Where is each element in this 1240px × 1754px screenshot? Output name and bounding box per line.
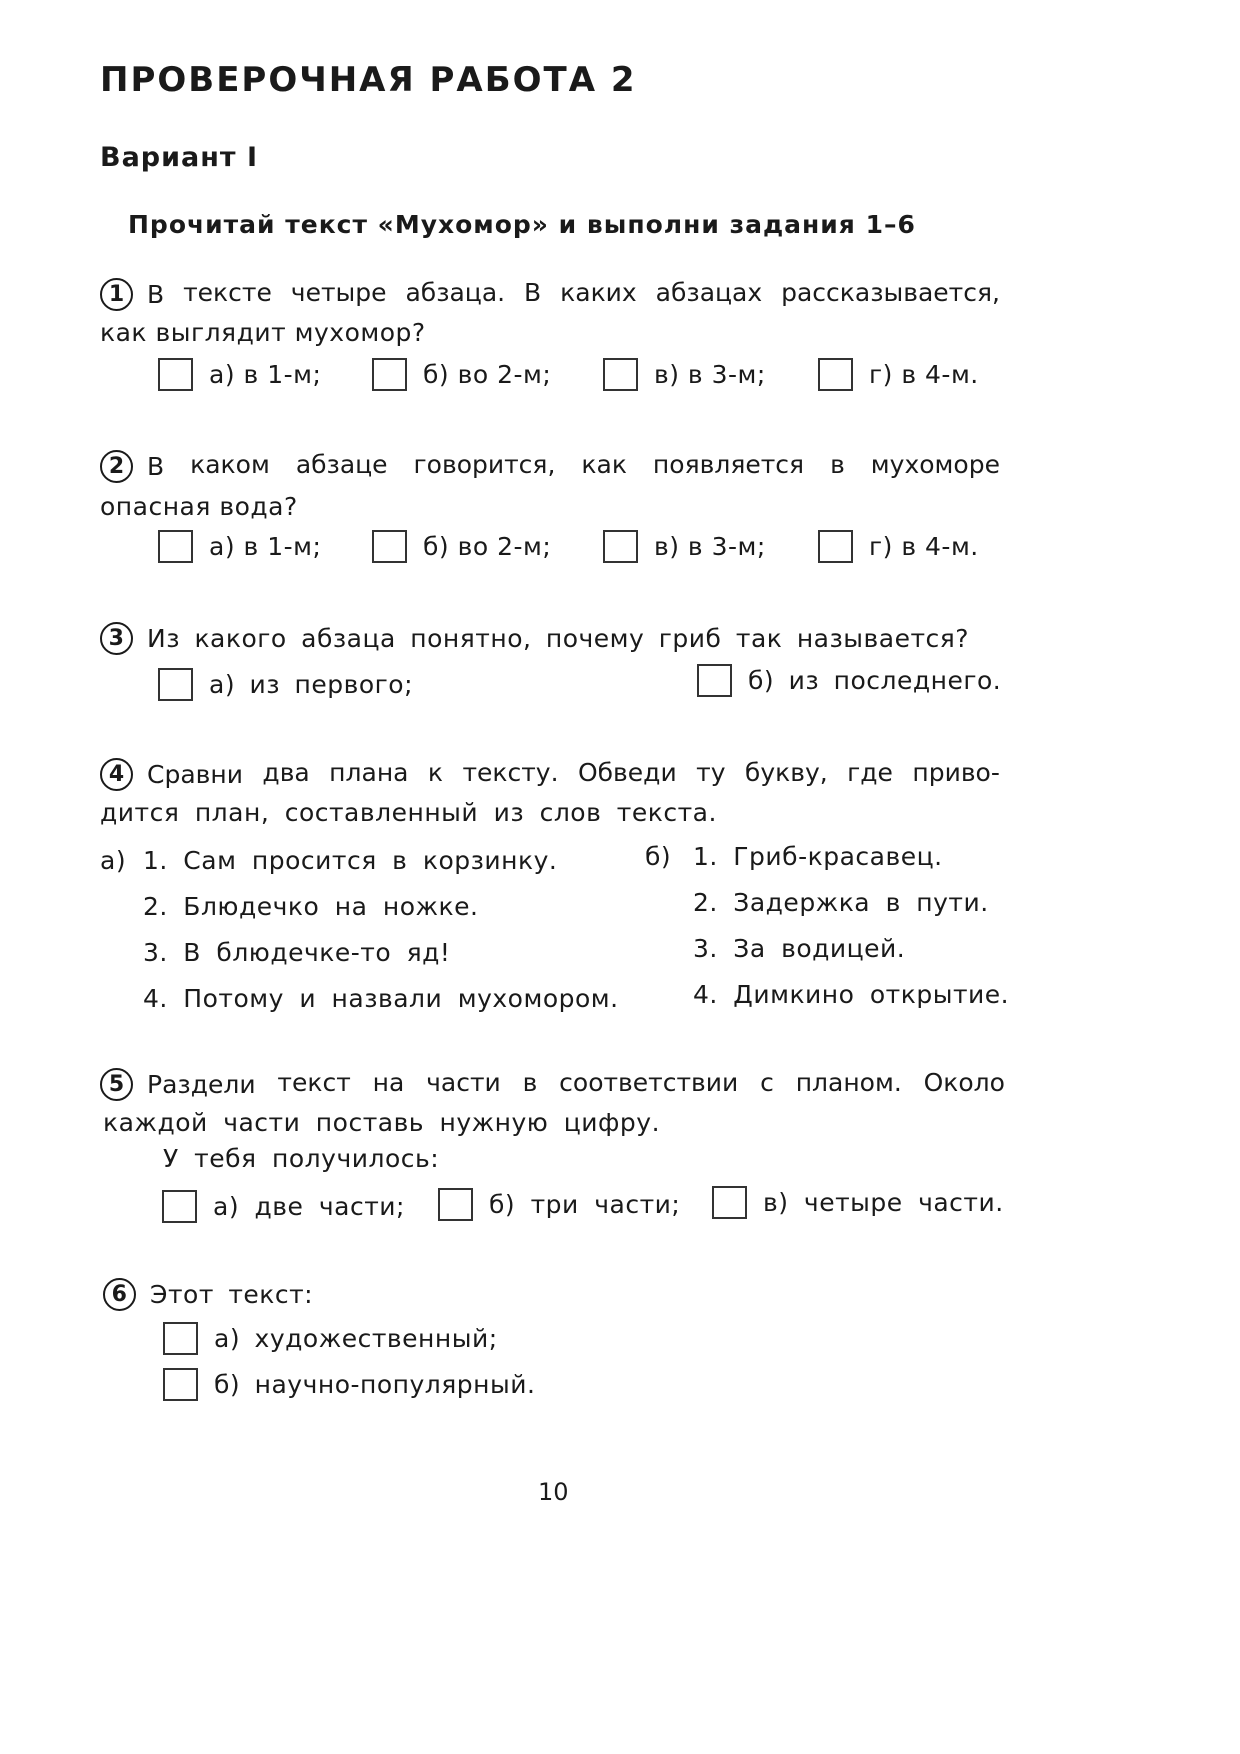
checkbox[interactable] xyxy=(712,1186,747,1219)
checkbox[interactable] xyxy=(697,664,732,697)
plan-b-item-1: 1. Гриб-красавец. xyxy=(693,842,943,871)
question-4-number: 4 Сравни xyxy=(100,758,243,791)
plan-b-item-4: 4. Димкино открытие. xyxy=(693,980,1010,1009)
question-5-line-2: каждой части поставь нужную цифру. xyxy=(103,1108,661,1137)
question-4-line-1: 4 Сравни два плана к тексту. Обведи ту букву, где приво- xyxy=(100,758,1000,791)
q1-option-b[interactable]: б) во 2-м; xyxy=(372,358,551,391)
instruction: Прочитай текст «Мухомор» и выполни задания 1–6 xyxy=(128,210,916,239)
plan-a-item-4: 4. Потому и назвали мухомором. xyxy=(143,984,619,1013)
question-5 xyxy=(100,1068,1005,1101)
checkbox[interactable] xyxy=(162,1190,197,1223)
question-6-number: 6 xyxy=(103,1278,136,1311)
q5-option-c[interactable]: в) четыре части. xyxy=(712,1186,1004,1219)
question-1-number: 1 В xyxy=(100,278,164,311)
q1-option-d[interactable]: г) в 4-м. xyxy=(818,358,979,391)
question-6: 6 Этот текст: xyxy=(103,1278,313,1311)
plan-a-item-1: 1. Сам просится в корзинку. xyxy=(143,846,558,875)
q3-option-a[interactable]: а) из первого; xyxy=(158,668,413,701)
page-number: 10 xyxy=(538,1478,569,1506)
checkbox[interactable] xyxy=(818,530,853,563)
question-3: 3 Из какого абзаца понятно, почему гриб так называется? xyxy=(100,622,969,655)
checkbox[interactable] xyxy=(372,358,407,391)
q2-option-d[interactable]: г) в 4-м. xyxy=(818,530,979,563)
question-5-line-1: 5 Раздели текст на части в соответствии с планом. Около xyxy=(100,1068,1005,1101)
plan-b-label: б) xyxy=(645,842,672,871)
q5-option-b[interactable]: б) три части; xyxy=(438,1188,680,1221)
plan-a-item-3: 3. В блюдечке-то яд! xyxy=(143,938,451,967)
q1-option-c[interactable]: в) в 3-м; xyxy=(603,358,766,391)
plan-b-item-2: 2. Задержка в пути. xyxy=(693,888,989,917)
checkbox[interactable] xyxy=(163,1368,198,1401)
question-2 xyxy=(100,450,1000,483)
checkbox[interactable] xyxy=(158,358,193,391)
variant-heading: Вариант I xyxy=(100,142,259,173)
question-1-line-1: 1 В тексте четыре абзаца. В каких абзацах рассказывается, xyxy=(100,278,1000,311)
question-2-number: 2 В xyxy=(100,450,164,483)
checkbox[interactable] xyxy=(158,530,193,563)
checkbox[interactable] xyxy=(372,530,407,563)
question-4-line-2: дится план, составленный из слов текста. xyxy=(100,798,717,827)
q2-option-b[interactable]: б) во 2-м; xyxy=(372,530,551,563)
q6-option-a[interactable]: а) художественный; xyxy=(163,1322,498,1355)
checkbox[interactable] xyxy=(158,668,193,701)
question-1 xyxy=(100,278,1000,311)
q1-option-a[interactable]: а) в 1-м; xyxy=(158,358,321,391)
q5-option-a[interactable]: а) две части; xyxy=(162,1190,405,1223)
question-1-line-2: как выглядит мухомор? xyxy=(100,318,426,347)
q2-option-a[interactable]: а) в 1-м; xyxy=(158,530,321,563)
question-2-line-2: опасная вода? xyxy=(100,492,298,521)
plan-a-label: а) xyxy=(100,846,127,875)
question-3-number: 3 xyxy=(100,622,133,655)
checkbox[interactable] xyxy=(818,358,853,391)
checkbox[interactable] xyxy=(163,1322,198,1355)
question-5-line-3: У тебя получилось: xyxy=(163,1144,440,1173)
question-2-line-1: 2 В каком абзаце говорится, как появляется в мухоморе xyxy=(100,450,1000,483)
checkbox[interactable] xyxy=(603,358,638,391)
page-title: ПРОВЕРОЧНАЯ РАБОТА 2 xyxy=(100,60,637,100)
checkbox[interactable] xyxy=(438,1188,473,1221)
checkbox[interactable] xyxy=(603,530,638,563)
question-4 xyxy=(100,758,1000,791)
q2-option-c[interactable]: в) в 3-м; xyxy=(603,530,766,563)
plan-a-item-2: 2. Блюдечко на ножке. xyxy=(143,892,479,921)
q3-option-b[interactable]: б) из последнего. xyxy=(697,664,1001,697)
q6-option-b[interactable]: б) научно-популярный. xyxy=(163,1368,535,1401)
question-5-number: 5 Раздели xyxy=(100,1068,256,1101)
plan-b-item-3: 3. За водицей. xyxy=(693,934,906,963)
